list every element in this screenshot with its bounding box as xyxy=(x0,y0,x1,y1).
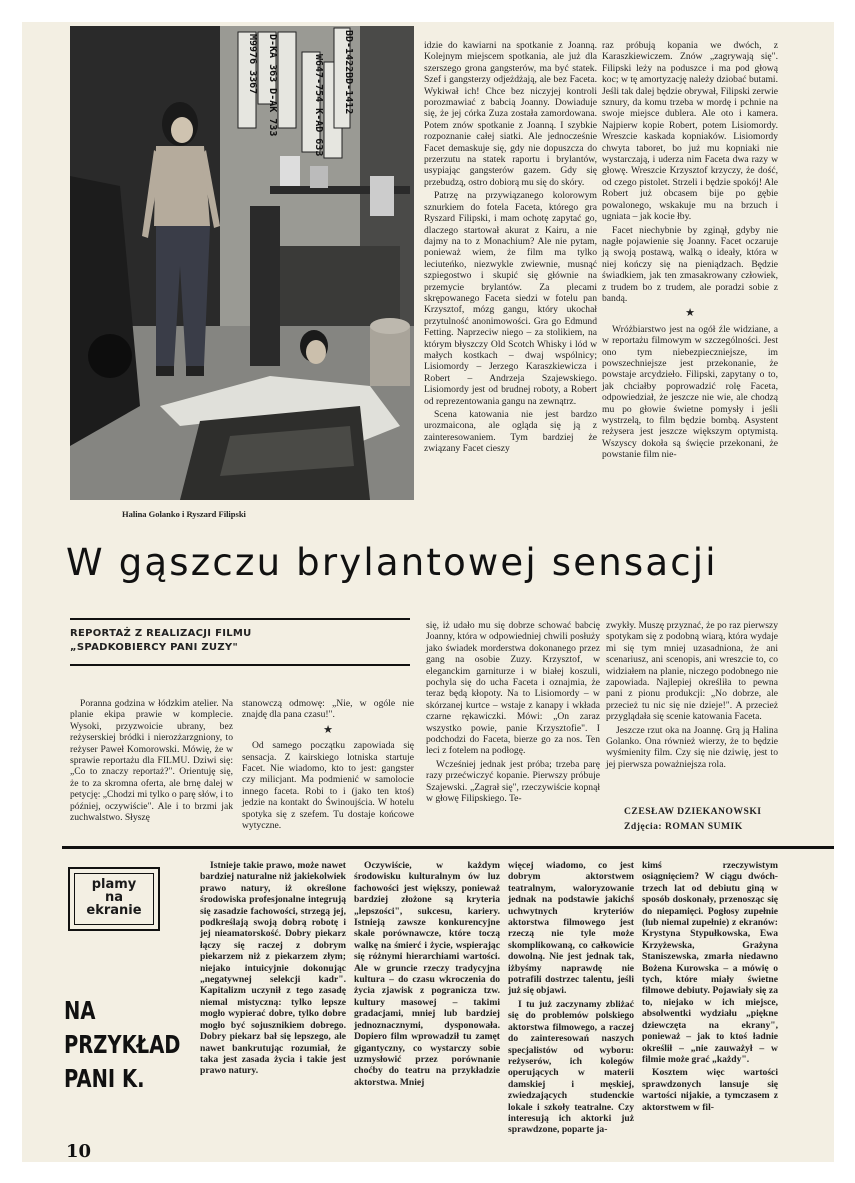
photo-illustration xyxy=(70,26,414,500)
column-text-1 xyxy=(200,860,346,1079)
paragraph: Poranna godzina w łódzkim atelier. Na planie ekipa prawie w komplecie. Wysoki, przyzwoicie ubrany, bez reżyserskiej bródki i nierozżarzgniony, to reżyser Paweł Komorowski. Mówię, że w sprawie reportażu dla FILMU. Dziwi się: „Co to znaczy reportaż?". Orientuję się, że to za skromna oferta, ale brnę dalej w petycję: „Chodzi mi tylko o parę słów, i to później, oczywiście". Ale i to brzmi jak zuchwalstwo. Słyszę xyxy=(70,698,233,824)
logo-line-1: plamy xyxy=(91,877,137,892)
article-column-1 xyxy=(424,40,597,457)
column-title-line-3: PANI K. xyxy=(64,1064,145,1093)
lower-column-2 xyxy=(242,698,414,833)
column-text-3 xyxy=(508,860,634,1138)
paragraph: raz próbują kopania we dwóch, z Karaszkiewiczem. Znów „zagrywają się". Filipski leży na poduszce i ma pod głową koc; w tę amortyzację należy dziobać butami. Jeśli tak dalej będzie obrywał, Filipski zerwie sznury, da komu trzeba w mordę i pchnie na swoje miejsce dublera. Ale oto i kamera. Najpierw kopie Robert, potem Lisiomordy. Wreszcie kaskada kopniaków. Lisiomordy chwyta taboret, bo już mu kopniaki nie wystarczają, i uderza nim Faceta dwa razy w głowę. Wreszcie Krzysztof krzyczy, że dość, od czego pistolet. Strzeli i będzie spokój! Ale Robert już obcasem bije po gębie powalonego, wskakuje mu na brzuch i ugniata – jak kocie łby. xyxy=(602,40,778,223)
paragraph: Kosztem więc wartości sprawdzonych lansuje się wartości nijakie, a tymczasem z aktorstwem w fil- xyxy=(642,1067,778,1113)
plate-text-4: BD-1422BD-1412 xyxy=(343,30,354,115)
subhead-line-2: „SPADKOBIERCY PANI ZUZY" xyxy=(70,642,238,653)
article-headline: W gąszczu brylantowej sensacji xyxy=(66,541,718,584)
paragraph: zwykły. Muszę przyznać, że po raz pierwszy spotykam się z podobną wiarą, która wydaje mi się tym mniej uzasadniona, że ani scenariusz, ani scenopis, ani wreszcie to, co widziałem na planie, niczego podobnego nie zapowiada. Najlepiej określiła to pewna pani z pionu produkcji: „No dobrze, ale przecież tu nic się nie dzieje!". A przecież przyglądała się scenie katowania Faceta. xyxy=(606,620,778,723)
paragraph: Patrzę na przywiązanego kolorowym sznurkiem do fotela Faceta, którego gra Ryszard Filipski, i mam ochotę zapytać go, dlaczego startował akurat z Kairu, a nie dajmy na to z Monachium? Ale nie pytam, ponieważ wiem, że film ma tylko leciuteńko, niezwykle zwiewnie, musnąć szpiegostwo i skupić się głównie na przemycie brylantów. Za plecami skrępowanego Faceta siedzi w fotelu pan Krzysztof, mózg gangu, który ukochał przytulność anonimowości. Gra go Edmund Fetting. Naprzeciw niego – za stolikiem, na którym błyszczy Old Scotch Whisky i lód w małych kostkach – dwaj wspólnicy; Lisiomordy – Jerzego Karaszkiewicza i Robert – Andrzeja Szajewskiego. Lisiomordy jest od brudnej roboty, a Robert od reprezentowania gangu na zewnątrz. xyxy=(424,190,597,407)
article-credits xyxy=(624,804,784,834)
author-name: CZESŁAW DZIEKANOWSKI xyxy=(624,806,762,817)
column-text-2 xyxy=(354,860,500,1090)
column-logo xyxy=(68,867,160,931)
section-star: ★ xyxy=(685,307,695,320)
photo-caption: Halina Golanko i Ryszard Filipski xyxy=(122,509,246,519)
photo-credit: Zdjęcia: ROMAN SUMIK xyxy=(624,821,743,832)
paragraph: Od samego początku zapowiada się sensacja. Z kairskiego lotniska startuje Facet. Nie wiadomo, kto to jest: gangster czy milicjant. Ma podmienić w samolocie innego faceta. Robi to i (jako ten ktoś) jedzie na kontakt do Świnoujścia. W hotelu spotyka się z szefem. Tu dostaje końcowe wytyczne. xyxy=(242,740,414,832)
lower-column-3 xyxy=(426,620,600,807)
paragraph: Wróżbiarstwo jest na ogół źle widziane, a w reportażu filmowym w szczególności. Jest ono tym niebezpieczniejsze, im powszechniejsze jest przekonanie, że powstaje arcydzieło. Filipski, zapytany o to, jak chciałby poprowadzić rolę Faceta, odpowiedział, że jeszcze nie wie, ale chodzą mu po głowie świetne pomysły i jeśli wystrzelą, to film będzie bombą. Asystent reżysera jest jeszcze większym optymistą. Wszyscy dokoła są święcie przekonani, że powstanie film nie- xyxy=(602,323,778,461)
paragraph: Facet niechybnie by zginął, gdyby nie nagłe pojawienie się Joanny. Facet oczaruje ją swoją postawą, walką o ideały, która w niej kończy się na pieniądzach. Będzie świadkiem, jak ten zmasakrowany człowiek, z trudem bo z trudem, ale poradzi sobie z bandą. xyxy=(602,224,778,304)
section-divider xyxy=(62,846,834,849)
column-text-4 xyxy=(642,860,778,1115)
paragraph: Scena katowania nie jest bardzo urozmaicona, ale ogląda się ją z zainteresowaniem. Tym bardziej że związany Facet cieszy xyxy=(424,409,597,455)
paragraph: więcej wiadomo, co jest dobrym aktorstwem teatralnym, waloryzowanie jednak na podstawie jakichś uchwytnych kryteriów aktorstwa filmowego jest rzeczą nie tyle może skomplikowaną, co całkowicie dowolną. Nie jest jednak tak, iżbyśmy naprawdę nie potrafili dostrzec talentu, jeśli już się objawi. xyxy=(508,860,634,997)
paragraph: się, iż udało mu się dobrze schować babcię Joanny, która w odpowiedniej chwili posłuży jako świadek morderstwa dokonanego przez gang na osobie Zuzy. Krzysztof, w eleganckim garniturze i w białej koszuli, pochyla się do ucha Faceta i oznajmia, że teraz będą kłopoty. Na to Lisiomordy – w skórzanej kurtce – wstaje z kanapy i wkłada czarne rękawiczki. Mówi: „On zaraz wszystko powie, panie Krzysztofie". I podchodzi do Faceta, bierze go za nos. Ten leci z fotelem na podłogę. xyxy=(426,620,600,757)
column-title-line-2: PRZYKŁAD xyxy=(64,1030,181,1059)
plate-text-3: W647-754 K-AD 633 xyxy=(313,54,324,157)
magazine-page xyxy=(22,22,834,1162)
paragraph: stanowczą odmowę: „Nie, w ogóle nie znajdę dla pana czasu!". xyxy=(242,698,414,721)
lower-column-1 xyxy=(70,698,233,825)
page-number: 10 xyxy=(66,1141,92,1162)
plate-text-2: D-KA 363 D-AK 733 xyxy=(267,34,278,137)
logo-line-2: na xyxy=(104,890,124,905)
paragraph: kimś rzeczywistym osiągnięciem? W ciągu dwóch-trzech lat od debiutu giną w sposób doskonały, przenosząc się do niepamięci. Pogłosy zupełnie (lub niemal zupełnie) z ekranów: Krystyna Stypułkowska, Ewa Krzyżewska, Grażyna Staniszewska, zmarła niedawno Bożena Kurowska – a mówię o tych, które miały świetne filmowe debiuty. Pojawiały się za to, niejako w ich miejsce, absolwentki wydziału „piękne dziewczęta na ekrany", ponieważ – jak to ktoś ładnie określił – „nie zauważył – w filmie może grać „każdy". xyxy=(642,860,778,1065)
article-subhead xyxy=(70,627,390,655)
paragraph: idzie do kawiarni na spotkanie z Joanną. Kolejnym miejscem spotkania, ale już dla szerszego grona gangsterów, ma być statek. Szef i gangsterzy odjeżdżają, ale bez Faceta. Wykiwał ich! Chce bez niczyjej kontroli porozmawiać z babcią Joanny. Dowiaduje się, że jej córka Zuza została zamordowana. Potem znów spotkanie z Joanną. I szybkie rozpoznanie całej siatki. Ale jednocześnie Facet demaskuje się, gdy nie dopuszcza do przerzutu na statek raportu i brylantów, usypiając gangsterów gazem. Gdy się przebudzą, ostro dobiorą mu się do skóry. xyxy=(424,40,597,188)
column-title-line-1: NA xyxy=(64,996,96,1025)
divider xyxy=(70,618,410,620)
lower-column-4 xyxy=(606,620,778,772)
column-title xyxy=(64,994,180,1096)
paragraph: Wcześniej jednak jest próba; trzeba parę razy przećwiczyć kopanie. Pierwszy próbuje Szajewski. „Zagrał się", rzeczywiście kopnął w głowę Filipskiego. Te- xyxy=(426,758,600,805)
plate-text-1: M9976 3367 xyxy=(247,34,258,95)
section-star: ★ xyxy=(323,723,333,736)
paragraph: I tu już zaczynamy zbliżać się do problemów polskiego aktorstwa filmowego, a raczej do zainteresowań naszych specjalistów od wyboru: reżyserów, ich kolegów operujących w materii damskiej i męskiej, zwiedzających studenckie lokale i szkoły teatralne. Czy interesują ich aktorki już sprawdzone, poparte ja- xyxy=(508,998,634,1136)
logo-line-3: ekranie xyxy=(86,903,142,918)
paragraph: Jeszcze rzut oka na Joannę. Grą ją Halina Golanko. Ona również wierzy, że to będzie wyśmienity film. Czy się nie dziwię, jest to jej pierwsza poważniejsza rola. xyxy=(606,724,778,770)
article-column-2 xyxy=(602,40,778,463)
film-set-photo xyxy=(70,26,414,500)
divider xyxy=(70,664,410,666)
paragraph: Istnieje takie prawo, może nawet bardziej naturalne niż jakiekolwiek prawo natury, iż określone środowiska profesjonalne integrują się zasadzie fachowości, strzegą jej, podkreślają swoją dobrą robotę i jej nieamatorskość. Dobry piekarz łączy się raczej z dobrym piekarzem niż z piekarzem złym; niejako intuicyjnie dokonując „negatywnej selekcji kadr". Kapitalizm uczynił z tego zasadę niemal mistyczną: tylko lepsze mogło wypierać dobre, tylko dobre mogło być sojusznikiem dobrego. Dobry piekarz bał się lepszego, ale nawet bankrutując rozumiał, że taka jest zasada życia i takie jest prawo natury. xyxy=(200,860,346,1077)
subhead-line-1: REPORTAŻ Z REALIZACJI FILMU xyxy=(70,628,252,639)
paragraph: Oczywiście, w każdym środowisku kulturalnym ów luz fachowości jest większy, ponieważ bardziej złożone są kryteria „lepszości", sukcesu, kariery. Istnieją zawsze konkurencyjne skale porównawcze, które toczą walkę na śmierć i życie, wspierając się różnymi hierarchiami wartości. Ale w gruncie rzeczy tradycyjna kultura – do czasu wkroczenia do życia zjawisk z pogranicza tzw. kultury masowej – takimi gradacjami, mniej lub bardziej jednoznacznymi, dysponowała. Dopiero film wprowadził tu zamęt gigantyczny, co wystarczy sobie uzmysłowić przez porównanie choćby do teatru na przykładzie aktorstwa. Mniej xyxy=(354,860,500,1088)
